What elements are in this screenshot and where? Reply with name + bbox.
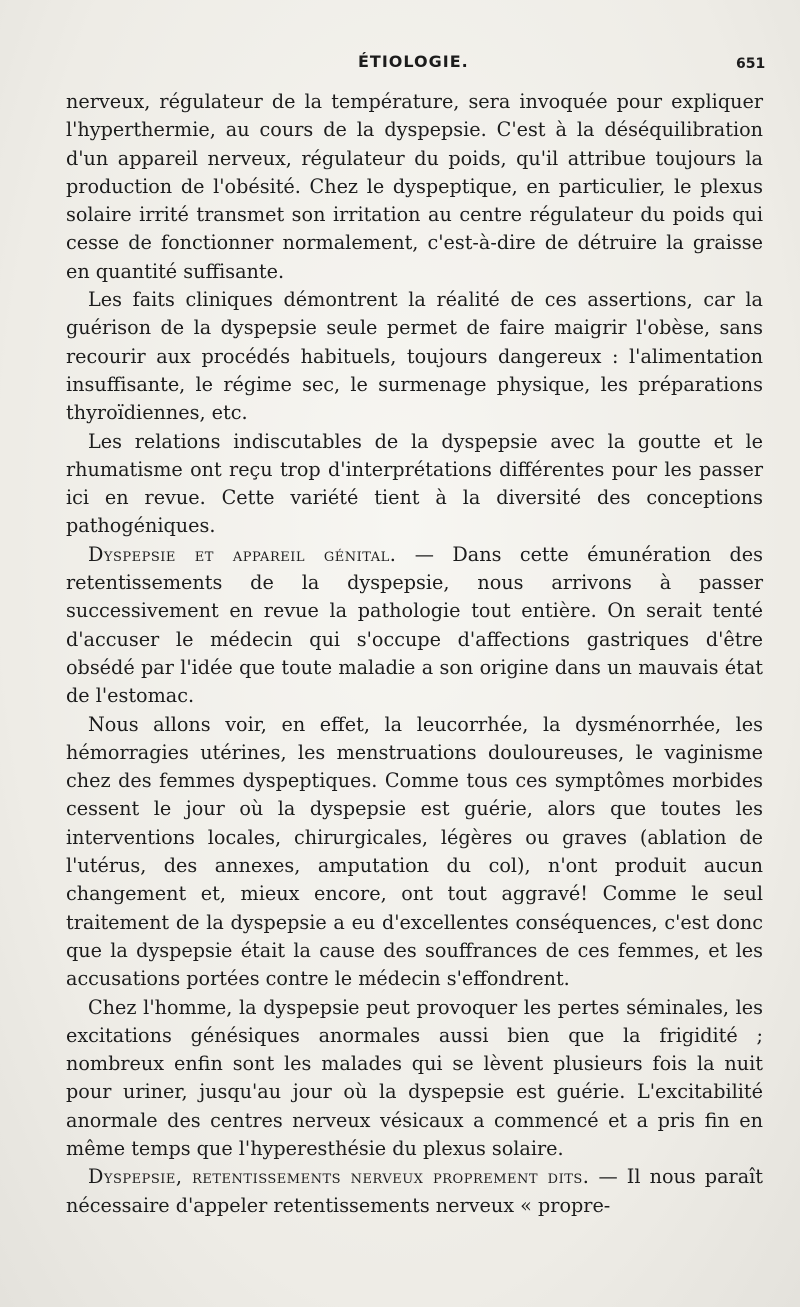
paragraph [66,994,763,1164]
paragraph [66,286,763,427]
body-text [66,88,763,1220]
paragraph [66,428,763,541]
paragraph [66,1163,763,1220]
paragraph [66,541,763,711]
paragraph-text: Les faits cliniques démontrent la réalité de ces assertions, car la guérison de la dyspepsie seule permet de faire maigrir l'obèse, sans recourir aux procédés habituels, toujours dangereux : l'alimentation insuffisante, le régime sec, le surmenage physique, les préparations thyroïdiennes, etc. [66,288,763,425]
paragraph-text: Chez l'homme, la dyspepsie peut provoquer les pertes séminales, les excitations génésiques anormales aussi bien que la frigidité ; nombreux enfin sont les malades qui se lèvent plusieurs fois la nuit pour uriner, jusqu'au jour où la dyspepsie est guérie. L'excitabilité anormale des centres nerveux vésicaux a commencé et a pris fin en même temps que l'hyperesthésie du plexus solaire. [66,995,763,1160]
section-heading: Dyspepsie, retentissements nerveux proprement dits. [88,1165,590,1189]
paragraph-text: Les relations indiscutables de la dyspepsie avec la goutte et le rhumatisme ont reçu trop d'interprétations différentes pour les passer ici en revue. Cette variété tient à la diversité des conceptions pathogéniques. [66,429,763,538]
paragraph-text: — Il nous paraît nécessaire d'appeler retentissements nerveux « propre- [66,1165,763,1217]
paragraph [66,711,763,994]
paragraph-text: nerveux, régulateur de la température, sera invoquée pour expliquer l'hyperthermie, au cours de la dyspepsie. C'est à la déséquilibration d'un appareil nerveux, régulateur du poids, qu'il attribue toujours la production de l'obésité. Chez le dyspeptique, en particulier, le plexus solaire irrité transmet son irritation au centre régulateur du poids qui cesse de fonctionner normalement, c'est-à-dire de détruire la graisse en quantité suffisante. [66,90,763,283]
paragraph-text: Nous allons voir, en effet, la leucorrhée, la dysménorrhée, les hémorragies utérines, les menstruations douloureuses, le vaginisme chez des femmes dyspeptiques. Comme tous ces symptômes morbides cessent le jour où la dyspepsie est guérie, alors que toutes les interventions locales, chirurgicales, légères ou graves (ablation de l'utérus, des annexes, amputation du col), n'ont produit aucun changement et, mieux encore, ont tout aggravé! Comme le seul traitement de la dyspepsie a eu d'excellentes conséquences, c'est donc que la dyspepsie était la cause des souffrances de ces femmes, et les accusations portées contre le médecin s'effondrent. [66,712,763,991]
running-title: ÉTIOLOGIE. [358,52,469,71]
paragraph [66,88,763,286]
page-number: 651 [736,56,766,72]
paragraph-text: — Dans cette émunération des retentissements de la dyspepsie, nous arrivons à passer successivement en revue la pathologie tout entière. On serait tenté d'accuser le médecin qui s'occupe d'affections gastriques d'être obsédé par l'idée que toute maladie a son origine dans un mauvais état de l'estomac. [66,542,763,708]
running-head [0,52,800,76]
section-heading: Dyspepsie et appareil génital. [88,542,397,566]
